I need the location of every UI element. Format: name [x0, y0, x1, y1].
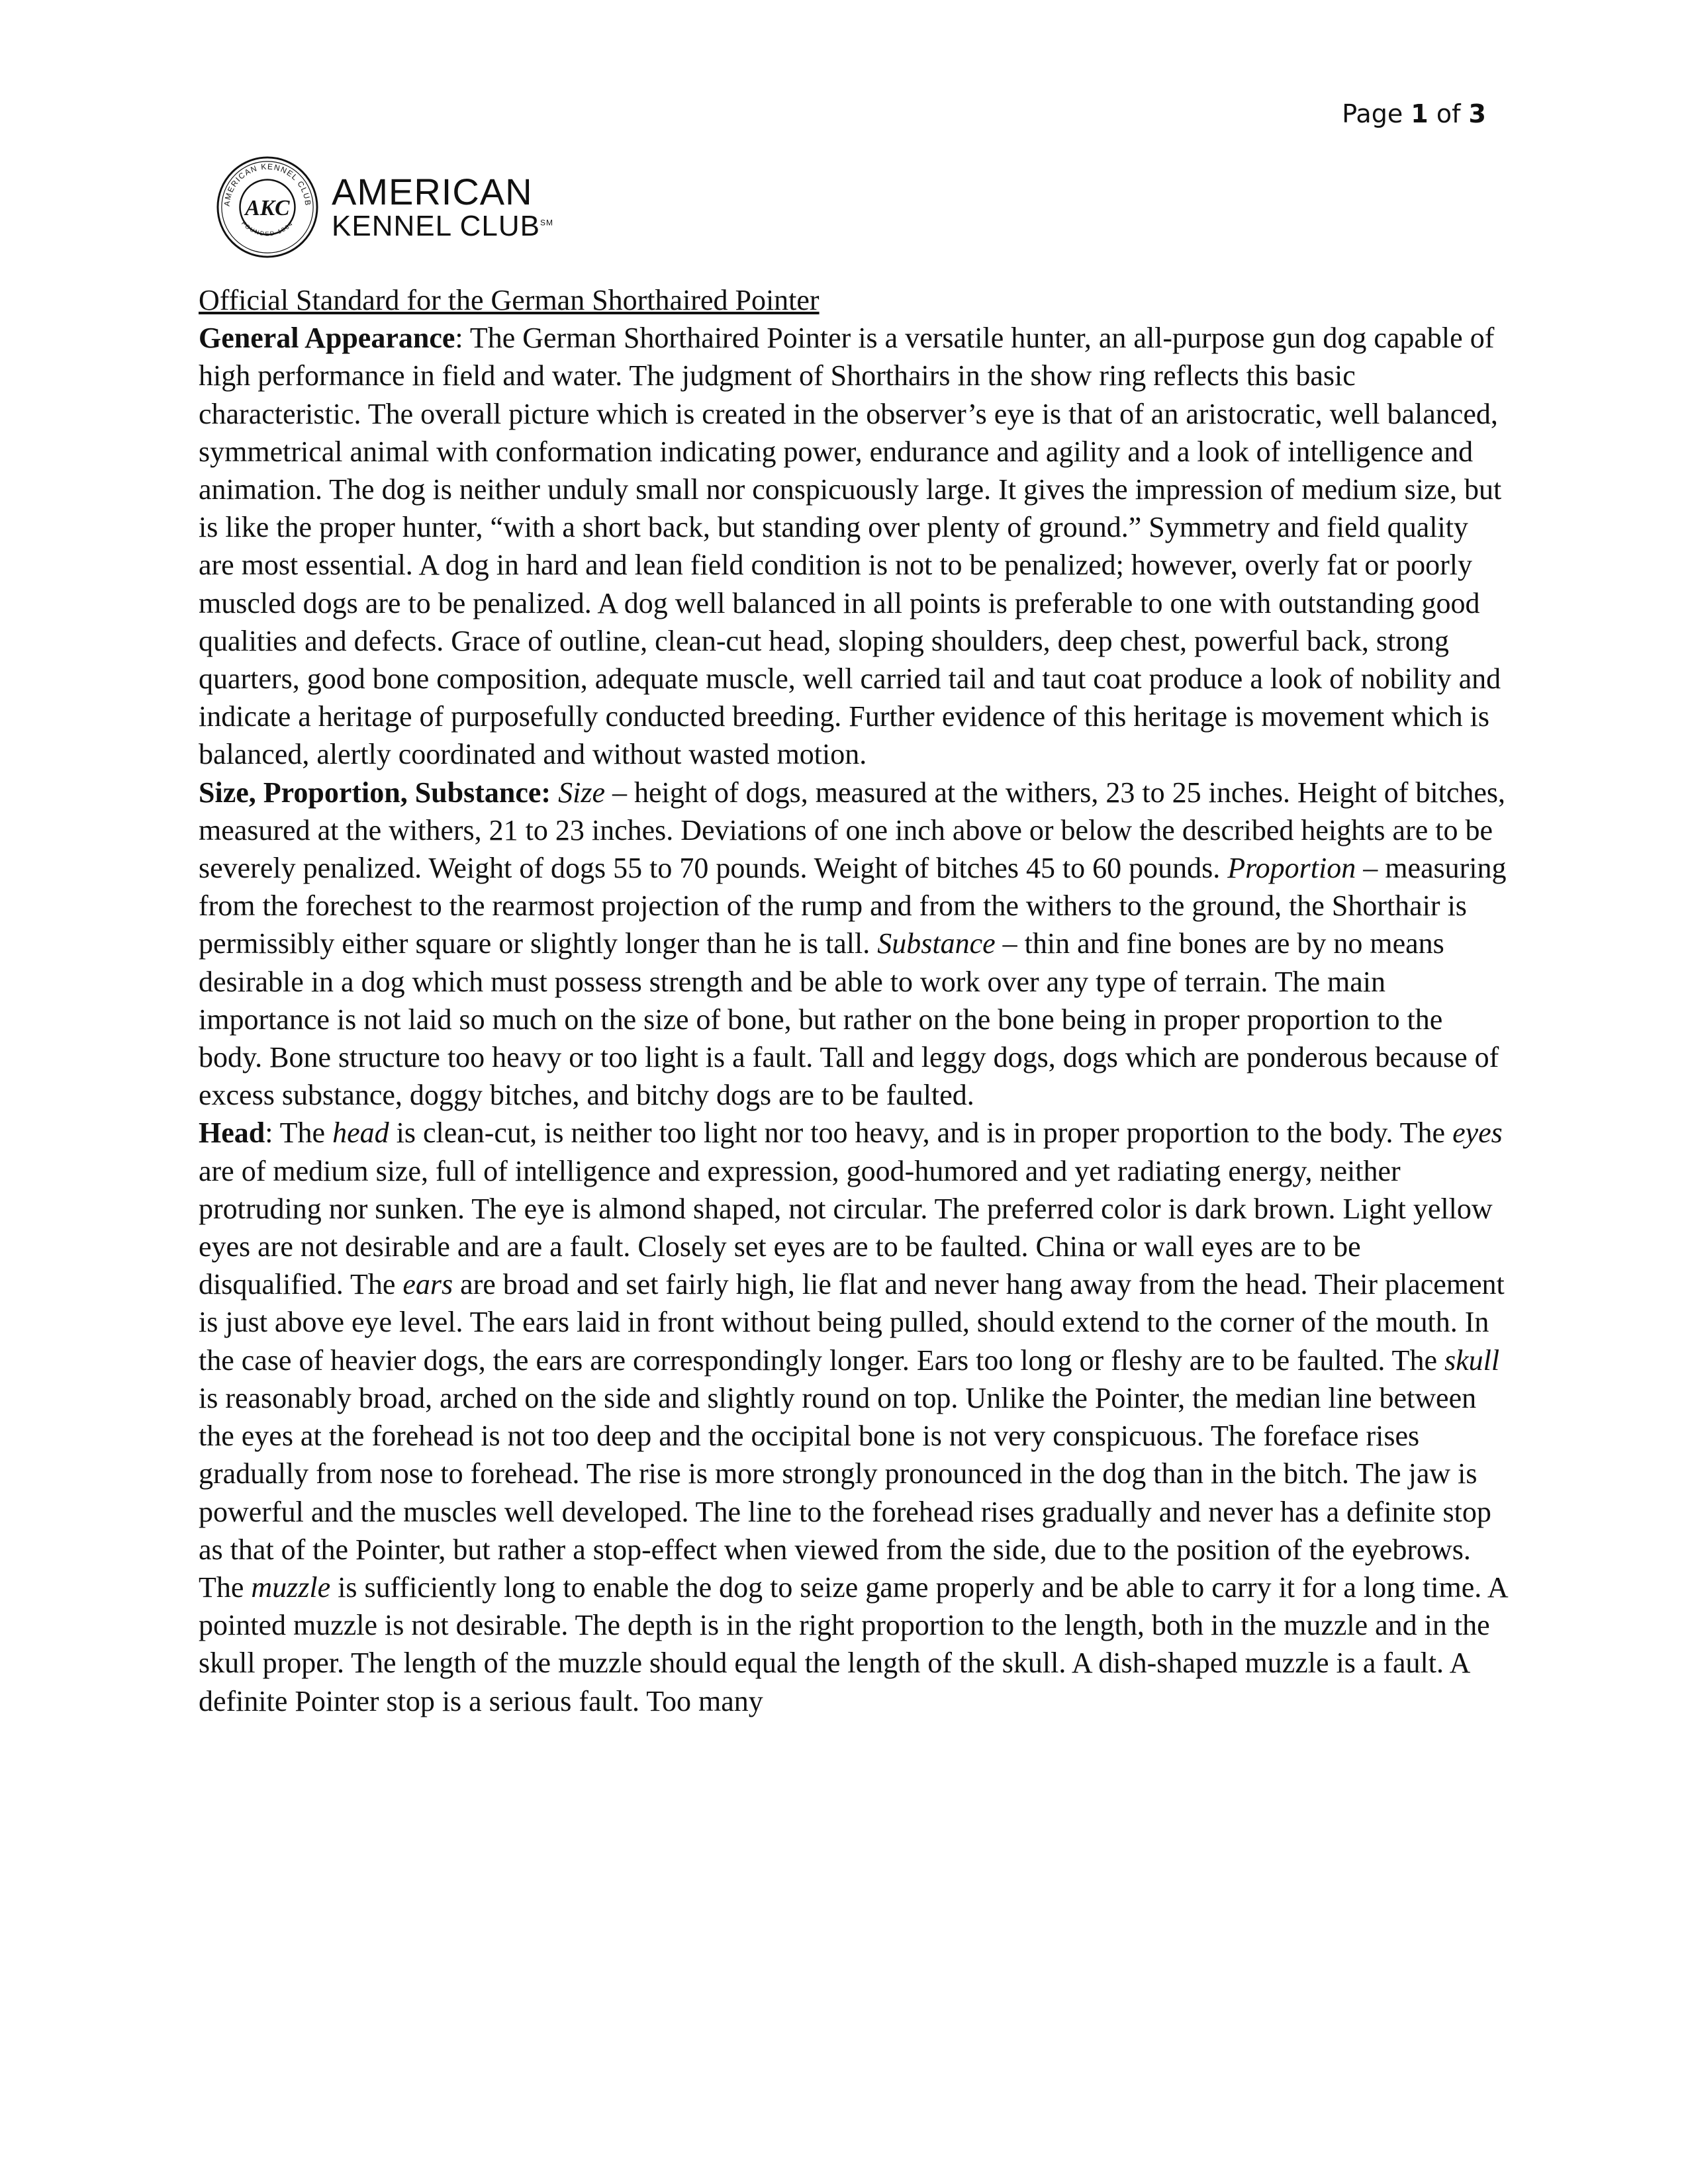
section-text: – measuring from the forechest to the rearmost projection of the rump and from the withers to the ground, the Shorthair is permissibly either square or slightly longer than he is tall.: [199, 852, 1507, 960]
seal-bottom-text: FOUNDED 1884: [240, 220, 295, 238]
term-head: head: [332, 1116, 389, 1150]
section-text: is clean-cut, is neither too light nor too heavy, and is in proper proportion to the body. The: [389, 1116, 1453, 1150]
page-number-middle: of: [1428, 99, 1469, 128]
section-size-proportion-substance: [199, 774, 1509, 1115]
page-number-prefix: Page: [1342, 99, 1411, 128]
wordmark-american: AMERICAN: [332, 171, 533, 212]
seal-monogram: AKC: [245, 195, 290, 220]
section-text: are broad and set fairly high, lie flat and never hang away from the head. Their placement is just above eye level. The ears laid in front without being pulled, should extend to the corner of the mouth. In the case of heavier dogs, the ears are correspondingly longer. Ears too long or fleshy are to be faulted. The: [199, 1268, 1505, 1377]
document-body: [199, 281, 1509, 1720]
section-text: : The: [265, 1116, 333, 1150]
section-general-appearance: [199, 319, 1509, 773]
section-text: : The German Shorthaired Pointer is a versatile hunter, an all-purpose gun dog capable of high performance in field and water. The judgment of Shorthairs in the show ring reflects this basic characteristic. The overall picture which is created in the observer’s eye is that of an aristocratic, well balanced, symmetrical animal with conformation indicating power, endurance and agility and a look of intelligence and animation. The dog is neither unduly small nor conspicuously large. It gives the impression of medium size, but is like the proper hunter, “with a short back, but standing over plenty of ground.” Symmetry and field quality are most essential. A dog in hard and lean field condition is not to be penalized; however, overly fat or poorly muscled dogs are to be penalized. A dog well balanced in all points is preferable to one with outstanding good qualities and defects. Grace of outline, clean-cut head, sloping shoulders, deep chest, powerful back, strong quarters, good bone composition, adequate muscle, well carried tail and taut coat produce a look of nobility and indicate a heritage of purposefully conducted breeding. Further evidence of this heritage is movement which is balanced, alertly coordinated and without wasted motion.: [199, 322, 1502, 771]
term-skull: skull: [1444, 1343, 1500, 1377]
wordmark-kennel-club-line: [332, 212, 553, 241]
term-substance: Substance: [877, 927, 996, 960]
svg-text:FOUNDED 1884: [240, 220, 295, 237]
term-proportion: Proportion: [1227, 852, 1356, 885]
document-title: Official Standard for the German Shorthaired Pointer: [199, 284, 820, 316]
term-eyes: eyes: [1452, 1116, 1503, 1150]
page-number-current: 1: [1411, 99, 1429, 128]
term-size: Size: [558, 776, 605, 809]
page-number: [1342, 99, 1486, 128]
section-text: is reasonably broad, arched on the side and slightly round on top. Unlike the Pointer, the median line between the eyes at the forehead is not too deep and the occipital bone is not very conspicuous. The foreface rises gradually from nose to forehead. The rise is more strongly pronounced in the dog than in the bitch. The jaw is powerful and the muscles well developed. The line to the forehead rises gradually and never has a definite stop as that of the Pointer, but rather a stop-effect when viewed from the side, due to the position of the eyebrows. The: [199, 1381, 1491, 1604]
page-number-total: 3: [1468, 99, 1486, 128]
section-head: [199, 1114, 1509, 1719]
term-ears: ears: [402, 1268, 453, 1301]
section-heading: General Appearance: [199, 322, 455, 355]
section-heading: Size, Proportion, Substance:: [199, 776, 551, 809]
section-text: is sufficiently long to enable the dog to seize game properly and be able to carry it for a long time. A pointed muzzle is not desirable. The depth is in the right proportion to the length, both in the muzzle and in the skull proper. The length of the muzzle should equal the length of the skull. A dish-shaped muzzle is a fault. A definite Pointer stop is a serious fault. Too many: [199, 1570, 1507, 1717]
section-text: – thin and fine bones are by no means desirable in a dog which must possess strength and be able to work over any type of terrain. The main importance is not laid so much on the size of bone, but rather on the bone being in proper proportion to the body. Bone structure too heavy or too light is a fault. Tall and leggy dogs, dogs which are ponderous because of excess substance, doggy bitches, and bitchy dogs are to be faulted.: [199, 927, 1499, 1112]
section-text: – height of dogs, measured at the withers, 23 to 25 inches. Height of bitches, measured at the withers, 21 to 23 inches. Deviations of one inch above or below the described heights are to be severely penalized. Weight of dogs 55 to 70 pounds. Weight of bitches 45 to 60 pounds.: [199, 776, 1506, 885]
akc-wordmark: [332, 173, 553, 241]
term-muzzle: muzzle: [251, 1570, 331, 1604]
section-heading: Head: [199, 1116, 265, 1150]
section-text: are of medium size, full of intelligence and expression, good-humored and yet radiating energy, neither protruding nor sunken. The eye is almond shaped, not circular. The preferred color is dark brown. Light yellow eyes are not desirable and are a fault. Closely set eyes are to be faulted. China or wall eyes are to be disqualified. The: [199, 1154, 1493, 1301]
akc-logo: [215, 151, 553, 263]
wordmark-service-mark: SM: [540, 218, 554, 228]
seal-top-text: AMERICAN KENNEL CLUB: [222, 161, 313, 207]
akc-seal-icon: [215, 155, 320, 259]
wordmark-kennel-club: KENNEL CLUB: [332, 210, 541, 242]
